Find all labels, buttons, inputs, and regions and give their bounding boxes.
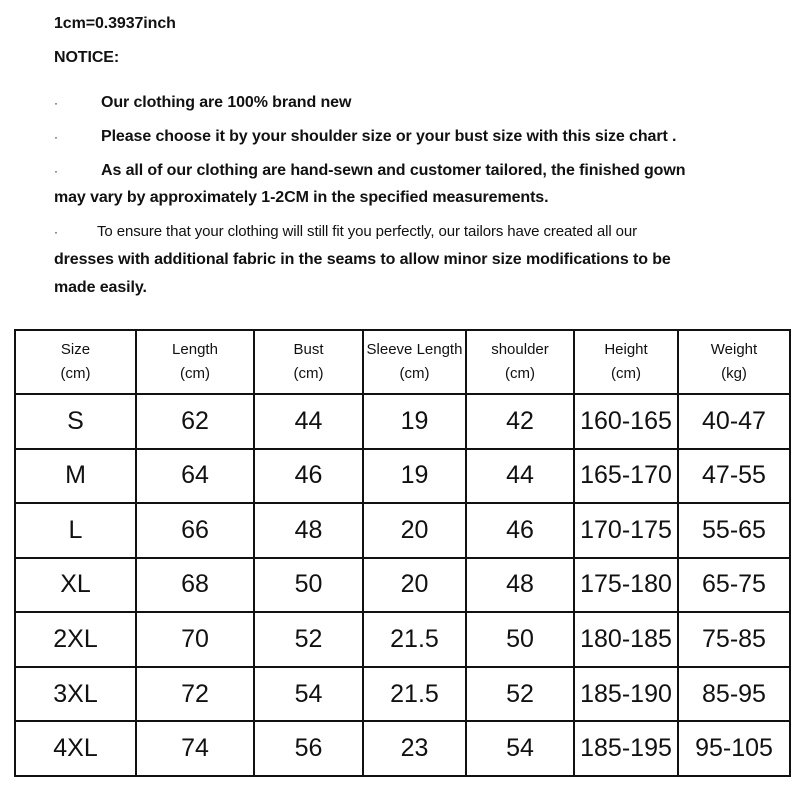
notice-line-3: As all of our clothing are hand-sewn and customer tailored, the finished gown [101, 162, 686, 179]
table-row [15, 558, 790, 613]
table-cell: 55-65 [678, 503, 790, 558]
column-header-weight: Weight (kg) [678, 330, 790, 394]
table-cell: 44 [466, 449, 574, 504]
table-cell: 19 [363, 449, 466, 504]
table-cell: 66 [136, 503, 254, 558]
table-cell: 85-95 [678, 667, 790, 722]
table-row [15, 721, 790, 776]
size-chart-table [14, 329, 791, 777]
table-cell: 185-190 [574, 667, 678, 722]
table-cell: 42 [466, 394, 574, 449]
table-row [15, 449, 790, 504]
table-cell: 48 [254, 503, 363, 558]
table-cell: 54 [466, 721, 574, 776]
table-row [15, 394, 790, 449]
table-cell: 160-165 [574, 394, 678, 449]
table-cell: S [15, 394, 136, 449]
table-cell: 50 [466, 612, 574, 667]
table-cell: 175-180 [574, 558, 678, 613]
bullet-icon: · [54, 96, 58, 110]
table-cell: 68 [136, 558, 254, 613]
table-row [15, 503, 790, 558]
table-cell: 46 [466, 503, 574, 558]
bullet-icon: · [54, 130, 58, 144]
table-cell: 64 [136, 449, 254, 504]
table-cell: 95-105 [678, 721, 790, 776]
notice-line-4-cont-2: made easily. [54, 279, 147, 296]
table-cell: 4XL [15, 721, 136, 776]
table-cell: 40-47 [678, 394, 790, 449]
table-cell: 52 [254, 612, 363, 667]
column-header-length: Length (cm) [136, 330, 254, 394]
column-header-shoulder: shoulder (cm) [466, 330, 574, 394]
table-cell: 74 [136, 721, 254, 776]
column-header-height: Height (cm) [574, 330, 678, 394]
table-cell: 19 [363, 394, 466, 449]
table-cell: 21.5 [363, 667, 466, 722]
column-header-size: Size (cm) [15, 330, 136, 394]
table-cell: 50 [254, 558, 363, 613]
table-header-row [15, 330, 790, 394]
table-cell: 20 [363, 503, 466, 558]
table-cell: 20 [363, 558, 466, 613]
notice-heading: NOTICE: [54, 49, 120, 66]
table-cell: 165-170 [574, 449, 678, 504]
table-cell: 62 [136, 394, 254, 449]
bullet-icon: · [54, 164, 58, 178]
table-cell: 23 [363, 721, 466, 776]
table-cell: 180-185 [574, 612, 678, 667]
table-cell: 170-175 [574, 503, 678, 558]
table-cell: 185-195 [574, 721, 678, 776]
unit-conversion: 1cm=0.3937inch [54, 15, 176, 32]
table-cell: 3XL [15, 667, 136, 722]
table-cell: 56 [254, 721, 363, 776]
column-header-sleeve-length: Sleeve Length (cm) [363, 330, 466, 394]
table-row [15, 612, 790, 667]
table-cell: 48 [466, 558, 574, 613]
notice-line-4: To ensure that your clothing will still fit you perfectly, our tailors have created all our [97, 223, 638, 240]
table-cell: 44 [254, 394, 363, 449]
table-cell: XL [15, 558, 136, 613]
table-cell: 65-75 [678, 558, 790, 613]
table-cell: 47-55 [678, 449, 790, 504]
table-cell: L [15, 503, 136, 558]
table-cell: 2XL [15, 612, 136, 667]
table-cell: 70 [136, 612, 254, 667]
notice-line-3-cont: may vary by approximately 1-2CM in the specified measurements. [54, 189, 549, 206]
table-cell: 75-85 [678, 612, 790, 667]
table-cell: 21.5 [363, 612, 466, 667]
notice-line-1: Our clothing are 100% brand new [101, 94, 352, 111]
table-cell: M [15, 449, 136, 504]
table-cell: 46 [254, 449, 363, 504]
notice-line-2: Please choose it by your shoulder size or your bust size with this size chart . [101, 128, 677, 145]
table-cell: 52 [466, 667, 574, 722]
table-cell: 54 [254, 667, 363, 722]
notice-line-4-cont: dresses with additional fabric in the seams to allow minor size modifications to be [54, 251, 671, 268]
table-cell: 72 [136, 667, 254, 722]
column-header-bust: Bust (cm) [254, 330, 363, 394]
table-row [15, 667, 790, 722]
bullet-icon: · [54, 225, 58, 239]
